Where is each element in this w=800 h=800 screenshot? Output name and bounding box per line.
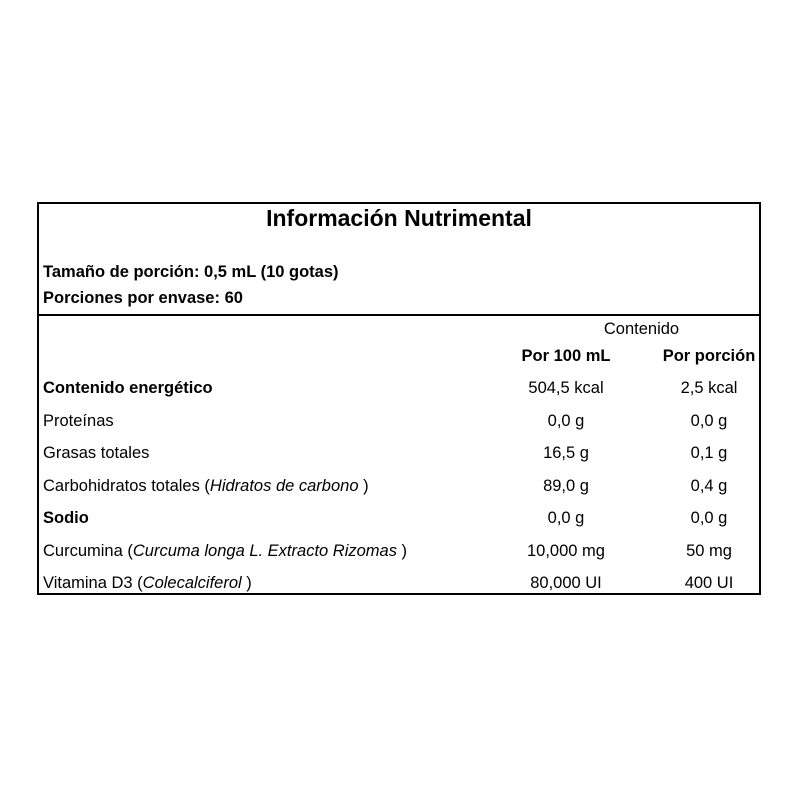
nutrient-value-per-100ml: 80,000 UI (530, 574, 602, 592)
column-header-per-serving: Por porción (662, 347, 756, 365)
nutrient-row (39, 408, 759, 441)
nutrient-label: Contenido energético (43, 379, 213, 397)
nutrient-row (39, 505, 759, 538)
nutrient-value-per-serving: 0,4 g (690, 476, 728, 495)
nutrient-value-per-serving: 2,5 kcal (680, 379, 738, 397)
nutrient-label: Sodio (43, 509, 89, 527)
nutrient-label: Proteínas (43, 411, 114, 430)
nutrient-rows (39, 375, 759, 603)
nutrient-row (39, 538, 759, 571)
nutrition-facts-panel (37, 202, 761, 595)
nutrient-value-per-100ml: 89,0 g (543, 476, 589, 495)
nutrient-row (39, 375, 759, 408)
nutrient-value-per-100ml: 10,000 mg (527, 541, 605, 560)
nutrient-label: Vitamina D3 (Colecalciferol ) (43, 574, 252, 592)
section-divider (39, 314, 759, 316)
nutrient-value-per-100ml: 16,5 g (543, 444, 589, 462)
serving-size: Tamaño de porción: 0,5 mL (10 gotas) (43, 263, 339, 281)
nutrient-value-per-100ml: 0,0 g (547, 509, 585, 527)
nutrient-value-per-serving: 400 UI (684, 574, 734, 592)
nutrient-value-per-serving: 50 mg (686, 541, 732, 560)
column-group-header: Contenido (603, 320, 680, 338)
nutrient-row (39, 440, 759, 473)
column-header-per-100ml: Por 100 mL (521, 347, 611, 365)
nutrient-row (39, 570, 759, 603)
nutrient-value-per-serving: 0,1 g (690, 444, 728, 462)
nutrient-label: Grasas totales (43, 444, 150, 462)
nutrient-value-per-serving: 0,0 g (690, 411, 728, 430)
panel-title: Información Nutrimental (266, 205, 532, 231)
nutrient-value-per-100ml: 504,5 kcal (528, 379, 604, 397)
nutrient-value-per-serving: 0,0 g (690, 509, 728, 527)
nutrient-row (39, 473, 759, 506)
nutrient-label: Carbohidratos totales (Hidratos de carbono ) (43, 476, 369, 495)
nutrient-value-per-100ml: 0,0 g (547, 411, 585, 430)
nutrient-label: Curcumina (Curcuma longa L. Extracto Rizomas ) (43, 541, 408, 560)
servings-per-container: Porciones por envase: 60 (43, 289, 243, 307)
